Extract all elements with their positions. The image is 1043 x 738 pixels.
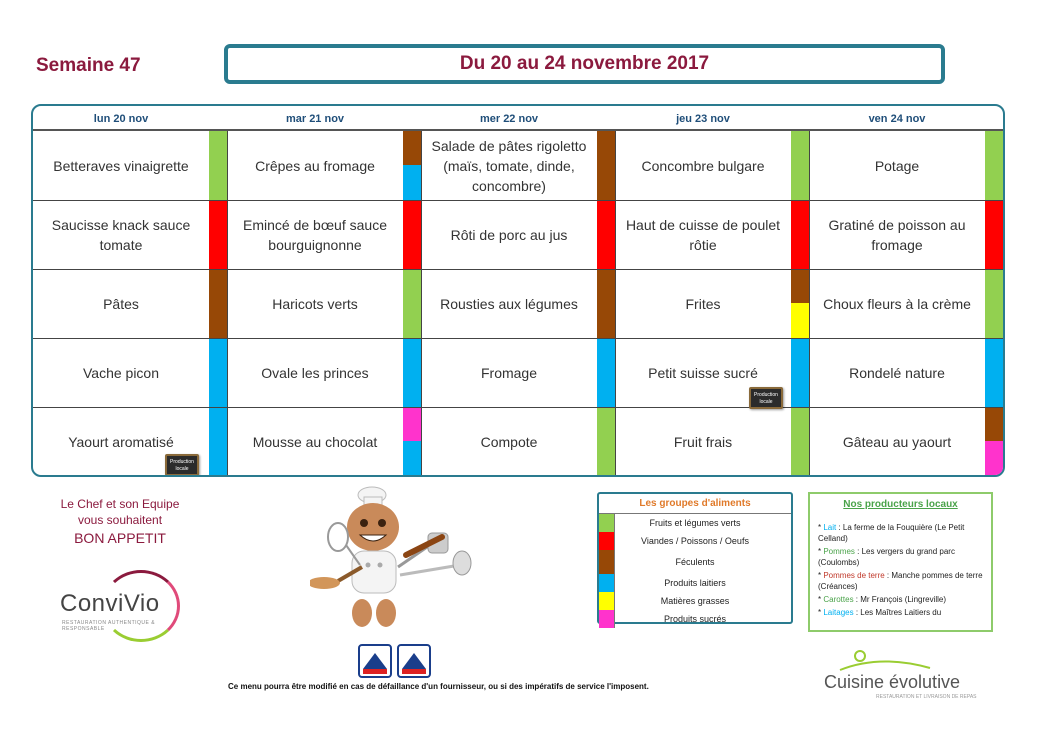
food-group-bar [985, 407, 1003, 441]
row-divider [33, 407, 1003, 408]
menu-header-row [33, 106, 1003, 131]
viande-bovine-label-icon [398, 645, 430, 677]
food-group-bar [209, 131, 227, 200]
menu-cell: Yaourt aromatisé [68, 433, 174, 450]
column-divider [421, 131, 422, 477]
menu-cell: Rondelé nature [849, 364, 945, 381]
producer-item: * Carottes : Mr François (Lingreville) [818, 595, 947, 604]
menu-cell: Compote [480, 433, 538, 450]
local-producers-box [808, 492, 993, 632]
column-divider [809, 131, 810, 477]
week-label: Semaine 47 [36, 55, 141, 76]
food-group-bar [403, 165, 421, 200]
food-group-bar [403, 200, 421, 269]
legend-label: Matières grasses [660, 596, 730, 606]
menu-cell: Haut de cuisse de poulet rôtie [625, 216, 781, 253]
day-header-tue: mar 21 nov [285, 112, 345, 125]
menu-cell: Gâteau au yaourt [842, 433, 952, 450]
legend-label: Féculents [675, 557, 715, 567]
row-divider [33, 338, 1003, 339]
food-group-bar [403, 131, 421, 165]
producer-desc: : Manche pommes de terre (Créances) [818, 571, 983, 591]
producer-item: * Pommes de terre : Manche pommes de terre (Créances) [818, 571, 983, 591]
food-group-bar [985, 200, 1003, 269]
menu-cell: Pâtes [103, 295, 139, 312]
food-group-bar [597, 269, 615, 338]
food-group-bar [985, 269, 1003, 338]
legend-item [599, 532, 791, 550]
convivio-tagline: RESTAURATION AUTHENTIQUE & RESPONSABLE [62, 620, 156, 632]
menu-cell: Rôti de porc au jus [450, 226, 568, 243]
local-production-badge: Production locale [165, 454, 199, 476]
chef-message [40, 496, 200, 548]
food-group-bar [403, 269, 421, 338]
menu-cell: Gratiné de poisson au fromage [828, 216, 966, 253]
menu-cell: Choux fleurs à la crème [823, 295, 971, 312]
legend-item [599, 610, 791, 628]
food-group-bar [597, 200, 615, 269]
menu-cell: Concombre bulgare [641, 157, 765, 174]
menu-cell: Haricots verts [272, 295, 358, 312]
food-group-bar [791, 269, 809, 303]
menu-cell: Betteraves vinaigrette [53, 157, 189, 174]
legend-label: Produits sucrés [663, 614, 727, 624]
producer-product: Lait [823, 523, 837, 532]
food-group-bar [791, 131, 809, 200]
legend-item [599, 592, 791, 610]
legend-swatch [599, 592, 615, 610]
local-production-badge: Production locale [749, 387, 783, 409]
row-divider [33, 200, 1003, 201]
day-header-wed: mer 22 nov [479, 112, 539, 125]
food-groups-legend [597, 492, 793, 624]
food-group-bar [791, 407, 809, 477]
food-group-bar [209, 200, 227, 269]
food-group-bar [597, 338, 615, 407]
legend-swatch [599, 514, 615, 532]
legend-swatch [599, 532, 615, 550]
chef-line-2: vous souhaitent [77, 513, 163, 527]
disclaimer-note: Ce menu pourra être modifié en cas de défaillance d'un fournisseur, ou si des impératifs de service l'imposent. [228, 682, 649, 691]
producer-desc: : La ferme de la Fouquière (Le Petit Celland) [818, 523, 965, 543]
producer-product: Pommes [823, 547, 855, 556]
food-group-bar [403, 441, 421, 477]
chef-mascot-icon [310, 485, 480, 635]
menu-cell: Rousties aux légumes [440, 295, 578, 312]
day-header-mon: lun 20 nov [93, 112, 149, 125]
legend-swatch [599, 550, 615, 574]
producer-item: * Laitages : Les Maîtres Laitiers du [818, 608, 942, 617]
menu-cell: Vache picon [82, 364, 159, 381]
chef-line-3: BON APPETIT [74, 530, 166, 546]
menu-cell: Salade de pâtes rigoletto (maïs, tomate, dinde, concombre) [431, 137, 587, 194]
food-group-bar [985, 131, 1003, 200]
cuisine-evolutive-logo [820, 648, 980, 698]
date-range-title [224, 44, 945, 84]
menu-cell: Emincé de bœuf sauce bourguignonne [243, 216, 387, 253]
food-group-bar [209, 338, 227, 407]
porc-francais-label-icon [359, 645, 391, 677]
legend-swatch [599, 610, 615, 628]
legend-item [599, 550, 791, 574]
legend-title: Les groupes d'aliments [599, 494, 791, 514]
legend-label: Produits laitiers [664, 578, 726, 588]
legend-label: Viandes / Poissons / Oeufs [641, 536, 749, 546]
chef-line-1: Le Chef et son Equipe [60, 497, 180, 511]
menu-cell: Potage [874, 157, 920, 174]
menu-cell: Fruit frais [673, 433, 733, 450]
producer-item: * Pommes : Les vergers du grand parc (Coulombs) [818, 547, 955, 567]
food-group-bar [403, 407, 421, 441]
menu-cell: Mousse au chocolat [252, 433, 378, 450]
date-range-text: Du 20 au 24 novembre 2017 [459, 53, 710, 74]
day-header-fri: ven 24 nov [868, 112, 926, 125]
producers-title: Nos producteurs locaux [843, 499, 958, 510]
origin-labels [358, 643, 432, 679]
convivio-name: ConviVio [60, 590, 160, 617]
column-divider [615, 131, 616, 477]
food-group-bar [209, 269, 227, 338]
menu-cell: Petit suisse sucré [648, 364, 758, 381]
producer-desc: : Les Maîtres Laitiers du [853, 608, 942, 617]
row-divider [33, 269, 1003, 270]
legend-item [599, 514, 791, 532]
convivio-logo [54, 568, 194, 646]
day-header-thu: jeu 23 nov [676, 112, 730, 125]
menu-cell: Ovale les princes [261, 364, 369, 381]
producer-product: Laitages [823, 608, 854, 617]
menu-cell: Fromage [480, 364, 538, 381]
food-group-bar [597, 407, 615, 477]
food-group-bar [791, 338, 809, 407]
menu-cell: Saucisse knack sauce tomate [51, 216, 191, 253]
food-group-bar [985, 441, 1003, 477]
food-group-bar [791, 303, 809, 338]
producer-product: Carottes [823, 595, 854, 604]
producer-desc: : Les vergers du grand parc (Coulombs) [818, 547, 955, 567]
menu-table [31, 104, 1005, 477]
producer-desc: : Mr François (Lingreville) [853, 595, 947, 604]
menu-cell: Crêpes au fromage [255, 157, 375, 174]
cuisine-name: Cuisine évolutive [824, 672, 961, 692]
food-group-bar [985, 338, 1003, 407]
legend-item [599, 574, 791, 592]
cuisine-tagline: RESTAURATION ET LIVRAISON DE REPAS [876, 694, 977, 700]
column-divider [227, 131, 228, 477]
menu-cell: Frites [685, 295, 721, 312]
producer-item: * Lait : La ferme de la Fouquière (Le Petit Celland) [818, 523, 965, 543]
food-group-bar [403, 338, 421, 407]
food-group-bar [209, 407, 227, 477]
food-group-bar [791, 200, 809, 269]
food-group-bar [597, 131, 615, 200]
legend-swatch [599, 574, 615, 592]
legend-label: Fruits et légumes verts [649, 518, 741, 528]
producer-product: Pommes de terre [823, 571, 885, 580]
